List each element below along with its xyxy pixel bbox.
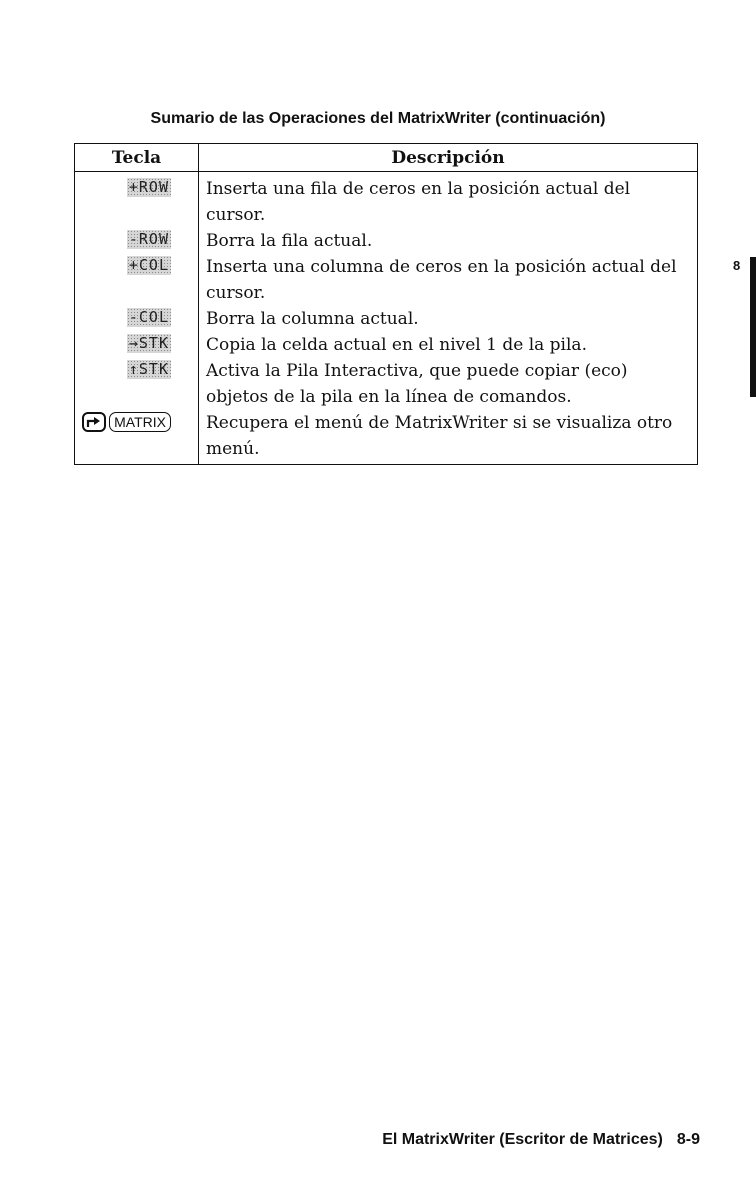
matrix-key: MATRIX [109, 412, 171, 432]
table-row [75, 410, 698, 465]
table-row [75, 254, 698, 306]
table-row [75, 172, 698, 229]
operations-table [74, 143, 698, 465]
column-header-description: Descripción [199, 144, 698, 172]
page-footer [382, 1131, 700, 1149]
table-row [75, 306, 698, 332]
chapter-thumb-bar [750, 257, 756, 397]
row-description: Activa la Pila Interactiva, que puede copiar (eco) objetos de la pila en la línea de comandos. [199, 358, 698, 410]
menu-key-add-column: +COL [128, 256, 169, 274]
row-description: Recupera el menú de MatrixWriter si se visualiza otro menú. [199, 410, 698, 465]
column-header-key: Tecla [75, 144, 199, 172]
menu-key-add-row: +ROW [128, 178, 169, 196]
table-row [75, 332, 698, 358]
key-combination [82, 412, 171, 432]
right-shift-icon [82, 412, 106, 432]
row-description: Borra la columna actual. [199, 306, 698, 332]
table-row [75, 228, 698, 254]
table-header-row [75, 144, 698, 172]
menu-key-interactive-stack: ↑STK [128, 360, 169, 378]
menu-key-to-stack: →STK [128, 334, 169, 352]
row-description: Inserta una columna de ceros en la posición actual del cursor. [199, 254, 698, 306]
row-description: Inserta una fila de ceros en la posición actual del cursor. [199, 172, 698, 229]
row-description: Borra la fila actual. [199, 228, 698, 254]
page-number: 8-9 [676, 1131, 700, 1148]
chapter-thumb-number: 8 [733, 258, 741, 273]
menu-key-delete-row: -ROW [128, 230, 169, 248]
table-row [75, 358, 698, 410]
footer-title: El MatrixWriter (Escritor de Matrices) [382, 1131, 663, 1148]
row-description: Copia la celda actual en el nivel 1 de la pila. [199, 332, 698, 358]
table-caption: Sumario de las Operaciones del MatrixWriter (continuación) [150, 110, 606, 127]
menu-key-delete-column: -COL [128, 308, 169, 326]
